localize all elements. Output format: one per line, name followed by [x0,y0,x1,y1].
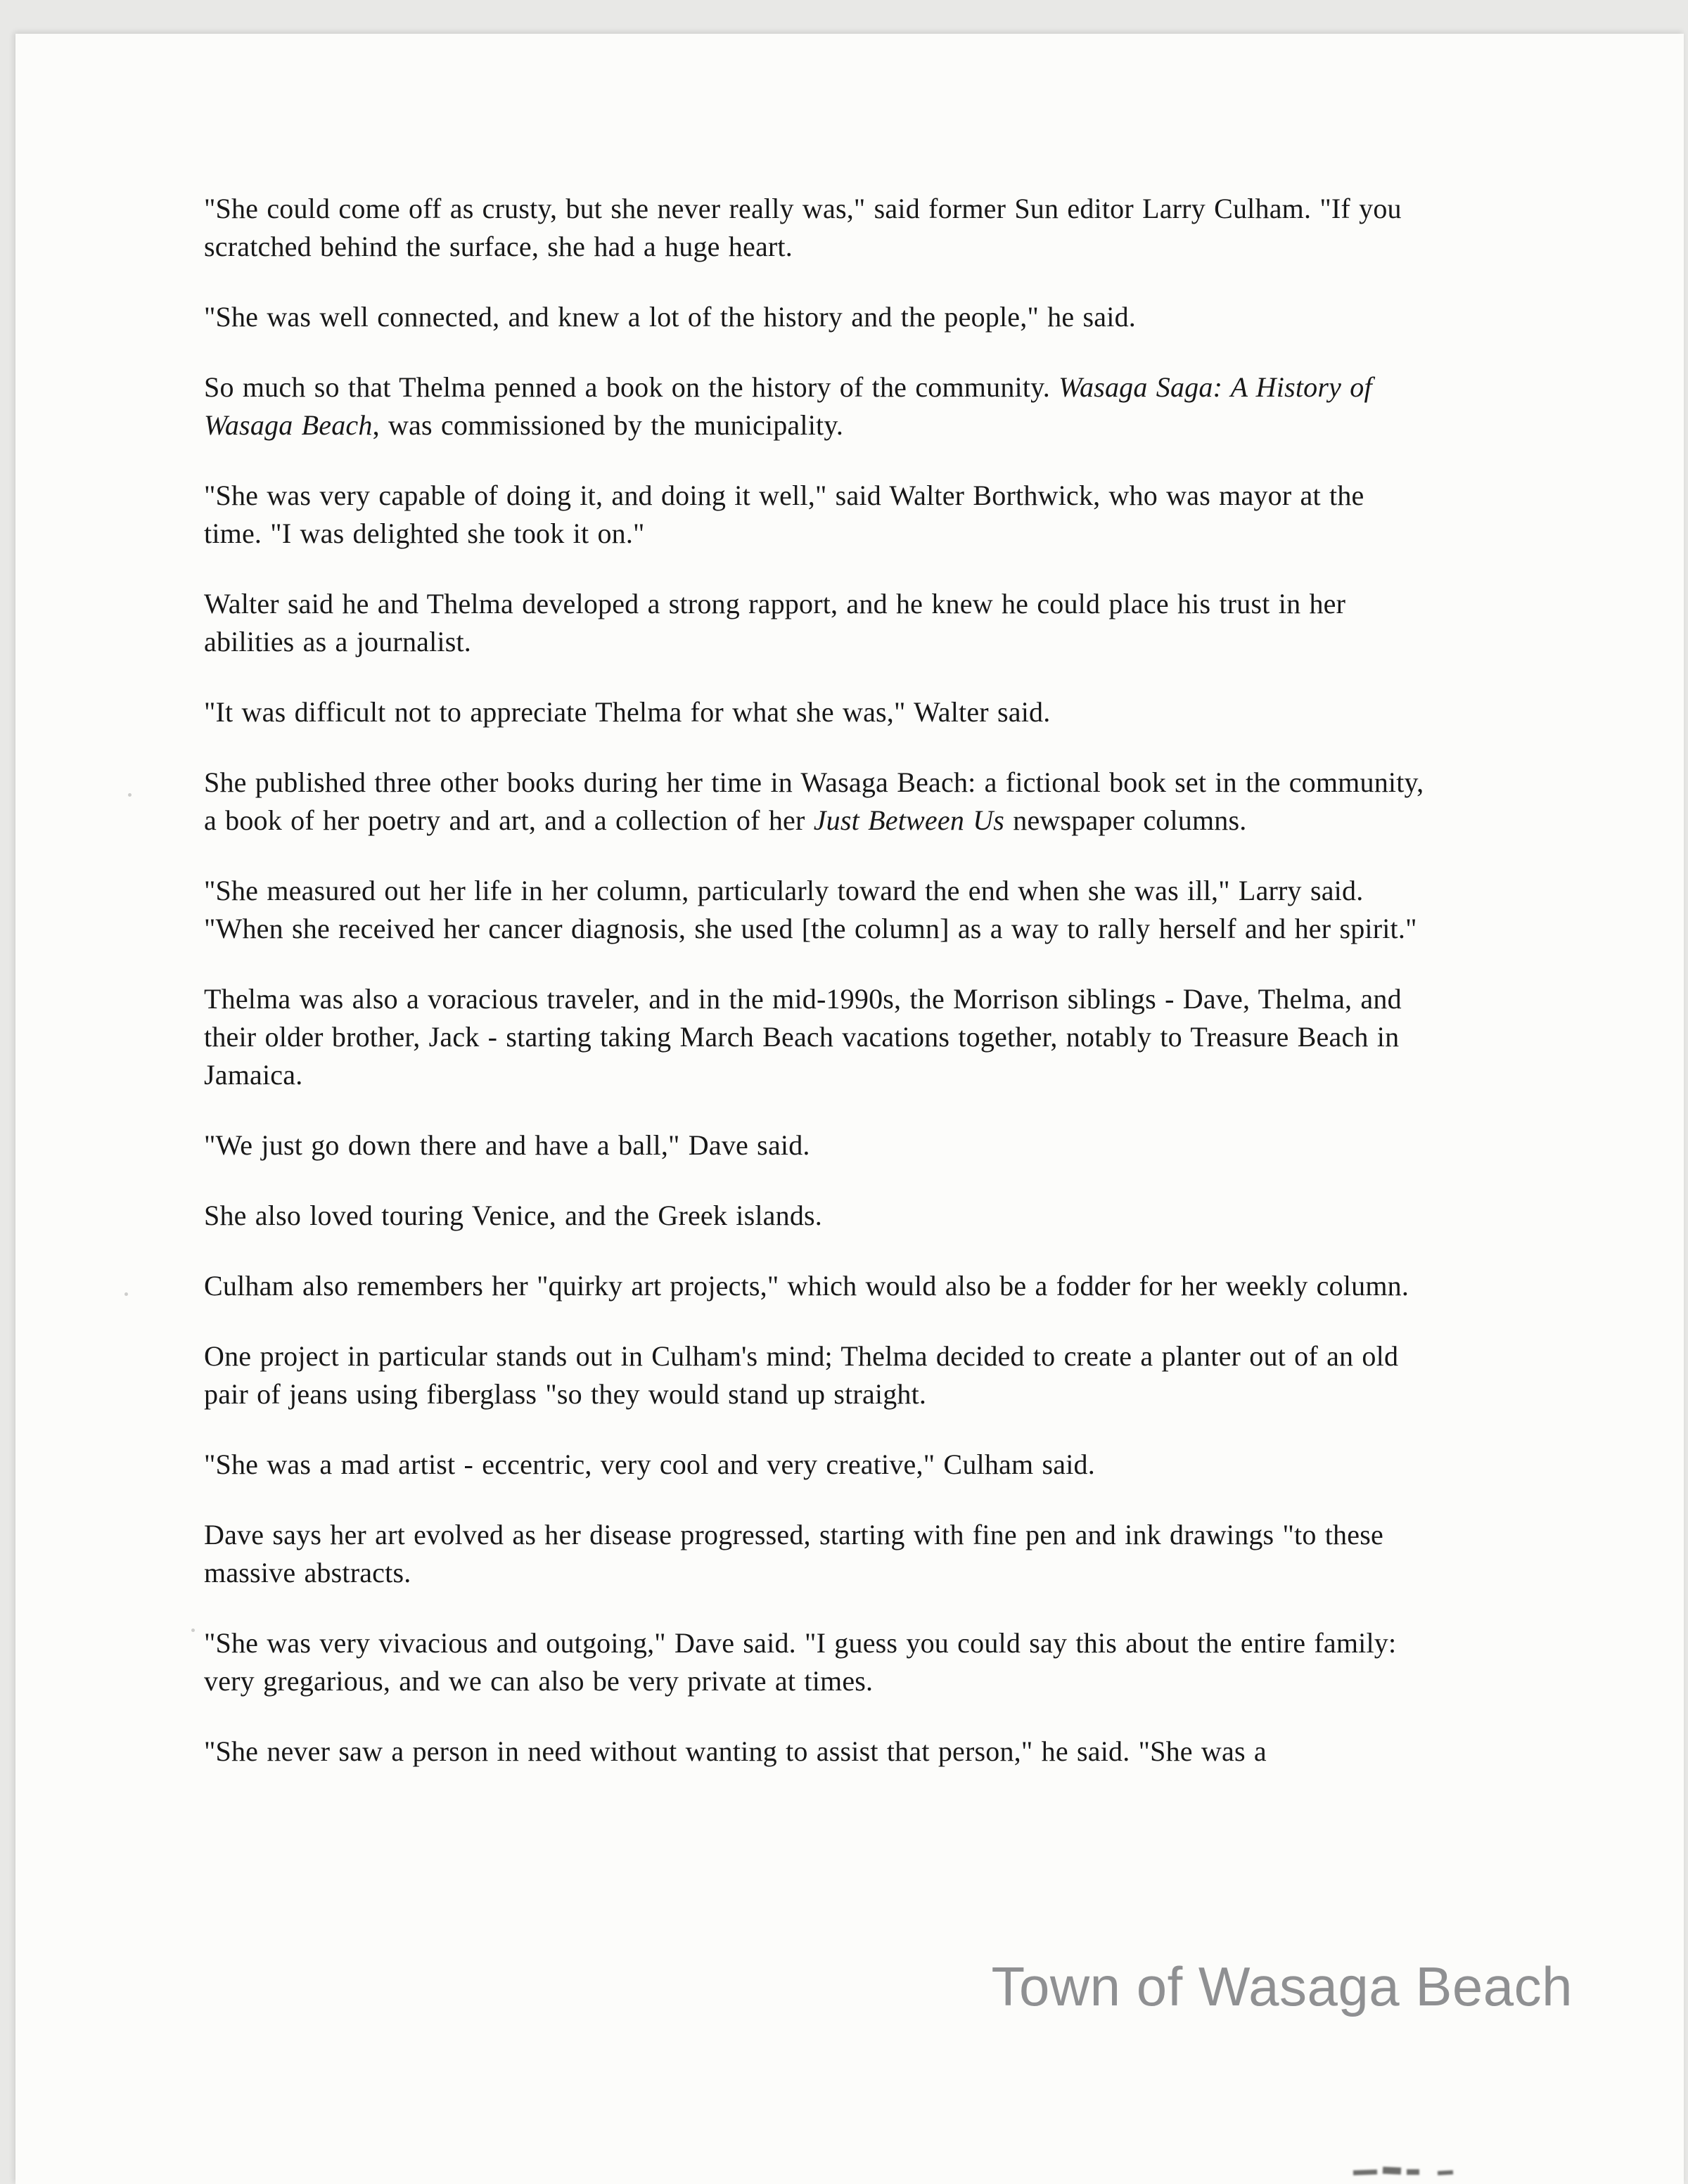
paper-speck [128,793,132,797]
paragraph [204,1337,1428,1413]
paragraph [204,1733,1428,1771]
text-run: She published three other books during her time in Wasaga Beach: a fictional book set in the community, a book of her poetry and art, and a collection of her [204,766,1424,836]
text-run: "She never saw a person in need without wanting to assist that person," he said. "She was a [204,1735,1267,1767]
footer-watermark: Town of Wasaga Beach [991,1955,1573,2017]
text-run: She also loved touring Venice, and the Greek islands. [204,1200,823,1231]
paragraph [204,1126,1428,1164]
paragraph [204,477,1428,553]
text-run: "She could come off as crusty, but she never really was," said former Sun editor Larry Culham. "If you scratched behind the surface, she had a huge heart. [204,193,1402,262]
text-run: Thelma was also a voracious traveler, and in the mid-1990s, the Morrison siblings - Dave, Thelma, and their older brother, Jack - starting taking March Beach vacations together, notably to Treasure Beach in Jamaica. [204,983,1402,1091]
text-run: newspaper columns. [1004,804,1247,836]
paragraph [204,1267,1428,1305]
text-run: "She was well connected, and knew a lot of the history and the people," he said. [204,301,1136,333]
text-run: One project in particular stands out in Culham's mind; Thelma decided to create a planter out of an old pair of jeans using fiberglass "so they would stand up straight. [204,1340,1399,1410]
paragraph [204,298,1428,336]
text-run: "She was very capable of doing it, and doing it well," said Walter Borthwick, who was mayor at the time. "I was delighted she took it on." [204,480,1364,549]
paragraph [204,1197,1428,1235]
paragraph [204,764,1428,840]
paragraph [204,1516,1428,1592]
text-run: "She was very vivacious and outgoing," Dave said. "I guess you could say this about the entire family: very gregarious, and we can also be very private at times. [204,1627,1397,1697]
text-run: "She measured out her life in her column, particularly toward the end when she was ill," Larry said. "When she received her cancer diagnosis, she used [the column] as a way to rally herself and her spirit." [204,875,1417,944]
text-run: So much so that Thelma penned a book on the history of the community. [204,371,1059,403]
paragraph [204,693,1428,731]
text-run: "It was difficult not to appreciate Thelma for what she was," Walter said. [204,696,1051,728]
paragraph [204,1624,1428,1700]
paper-speck [124,1292,128,1296]
text-run: Walter said he and Thelma developed a strong rapport, and he knew he could place his trust in her abilities as a journalist. [204,588,1346,657]
text-run: "We just go down there and have a ball," Dave said. [204,1129,810,1161]
text-run: Dave says her art evolved as her disease progressed, starting with fine pen and ink drawings "to these massive abstracts. [204,1519,1383,1588]
paragraph [204,1446,1428,1484]
paper-speck [191,1629,195,1632]
italic-text-run: Wasaga Saga: A History of Wasaga Beach [204,371,1372,441]
text-run: , was commissioned by the municipality. [372,409,844,441]
paragraph [204,980,1428,1094]
paragraph [204,368,1428,444]
article-body [204,190,1428,1803]
document-page [15,34,1684,2184]
text-run: "She was a mad artist - eccentric, very cool and very creative," Culham said. [204,1448,1095,1480]
scanner-artifact [1353,2163,1459,2181]
paragraph [204,585,1428,661]
paragraph [204,190,1428,266]
text-run: Culham also remembers her "quirky art projects," which would also be a fodder for her weekly column. [204,1270,1409,1302]
paragraph [204,872,1428,948]
italic-text-run: Just Between Us [813,804,1005,836]
